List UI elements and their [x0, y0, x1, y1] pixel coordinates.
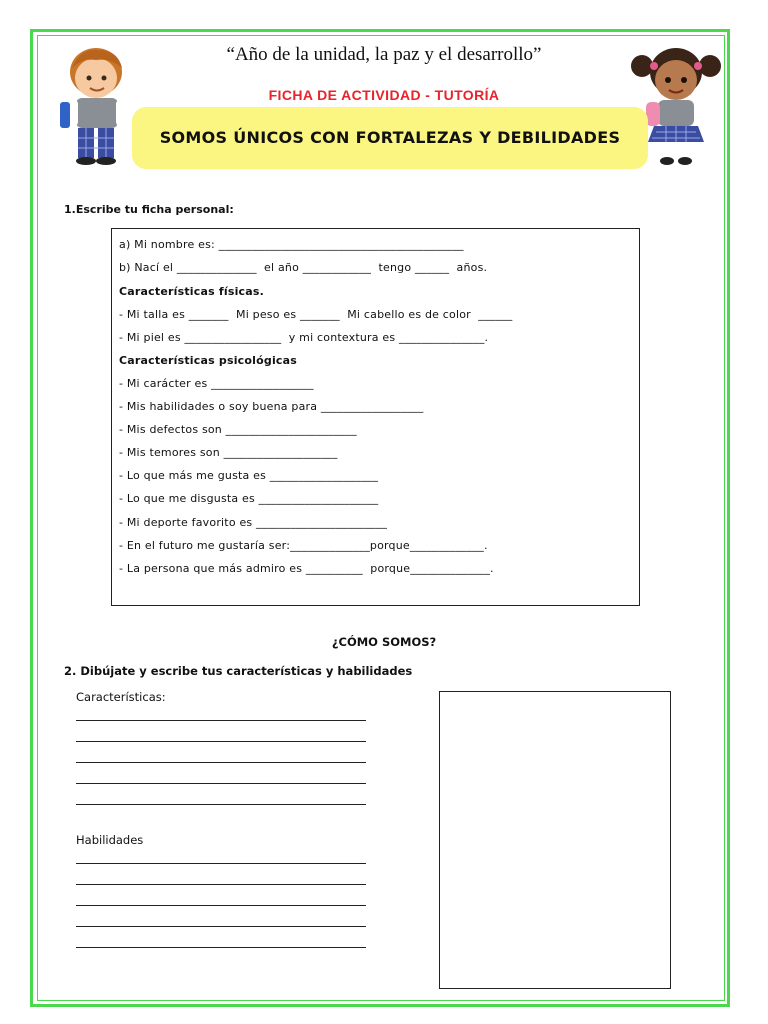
characteristics-line[interactable]	[76, 720, 366, 721]
line-favorite-sport[interactable]: - Mi deporte favorito es _______________________	[119, 516, 388, 529]
line-skin-build[interactable]: - Mi piel es _________________ y mi contextura es _______________.	[119, 331, 489, 344]
section-1-heading: 1.Escribe tu ficha personal:	[64, 203, 234, 216]
line-birth[interactable]: b) Nací el ______________ el año ____________ tengo ______ años.	[119, 261, 488, 274]
abilities-line[interactable]	[76, 905, 366, 906]
abilities-line[interactable]	[76, 884, 366, 885]
line-admired-person[interactable]: - La persona que más admiro es __________ porque______________.	[119, 562, 494, 575]
line-fears[interactable]: - Mis temores son ____________________	[119, 446, 338, 459]
characteristics-line[interactable]	[76, 804, 366, 805]
line-defects[interactable]: - Mis defectos son _______________________	[119, 423, 357, 436]
psychological-traits-heading: Características psicológicas	[119, 354, 298, 367]
line-name[interactable]: a) Mi nombre es: ___________________________________________	[119, 238, 464, 251]
line-dislikes[interactable]: - Lo que me disgusta es _____________________	[119, 492, 379, 505]
page-title: SOMOS ÚNICOS CON FORTALEZAS Y DEBILIDADES	[159, 128, 621, 147]
line-character[interactable]: - Mi carácter es __________________	[119, 377, 314, 390]
abilities-line[interactable]	[76, 926, 366, 927]
characteristics-line[interactable]	[76, 762, 366, 763]
characteristics-line[interactable]	[76, 741, 366, 742]
physical-traits-heading: Características físicas.	[119, 285, 265, 298]
line-future[interactable]: - En el futuro me gustaría ser:______________porque_____________.	[119, 539, 488, 552]
abilities-line[interactable]	[76, 863, 366, 864]
line-likes[interactable]: - Lo que más me gusta es ___________________	[119, 469, 379, 482]
abilities-line[interactable]	[76, 947, 366, 948]
abilities-label: Habilidades	[76, 833, 144, 847]
activity-subtitle: FICHA DE ACTIVIDAD - TUTORÍA	[268, 87, 500, 103]
national-motto: “Año de la unidad, la paz y el desarrollo”	[226, 44, 542, 65]
how-are-we-heading: ¿CÓMO SOMOS?	[331, 635, 437, 649]
section-2-heading: 2. Dibújate y escribe tus características y habilidades	[64, 664, 413, 678]
characteristics-label: Características:	[76, 690, 166, 704]
line-abilities[interactable]: - Mis habilidades o soy buena para __________________	[119, 400, 424, 413]
self-portrait-drawing-box[interactable]	[439, 691, 671, 989]
characteristics-line[interactable]	[76, 783, 366, 784]
line-height-weight-hair[interactable]: - Mi talla es _______ Mi peso es _______ Mi cabello es de color ______	[119, 308, 513, 321]
